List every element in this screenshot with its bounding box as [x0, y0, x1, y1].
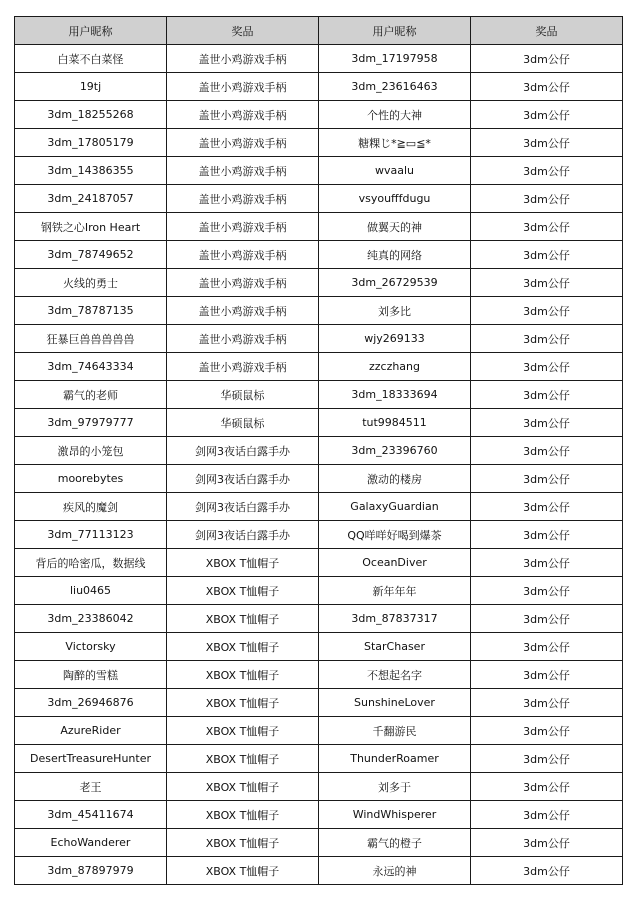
cell-nickname-left: 3dm_78749652	[15, 241, 167, 269]
cell-nickname-right: wjy269133	[319, 325, 471, 353]
cell-prize-left: XBOX T恤帽子	[167, 745, 319, 773]
cell-nickname-left: AzureRider	[15, 717, 167, 745]
cell-nickname-right: 千翻游民	[319, 717, 471, 745]
cell-nickname-right: 新年年年	[319, 577, 471, 605]
table-row	[15, 633, 623, 661]
table-row	[15, 213, 623, 241]
cell-prize-right: 3dm公仔	[471, 801, 623, 829]
table-row	[15, 577, 623, 605]
cell-nickname-left: 疾风的魔剑	[15, 493, 167, 521]
cell-prize-right: 3dm公仔	[471, 661, 623, 689]
table-row	[15, 689, 623, 717]
cell-nickname-left: 3dm_24187057	[15, 185, 167, 213]
cell-prize-right: 3dm公仔	[471, 297, 623, 325]
cell-prize-right: 3dm公仔	[471, 353, 623, 381]
cell-nickname-right: 3dm_17197958	[319, 45, 471, 73]
cell-nickname-right: zzczhang	[319, 353, 471, 381]
cell-nickname-left: 3dm_74643334	[15, 353, 167, 381]
cell-prize-left: 盖世小鸡游戏手柄	[167, 325, 319, 353]
cell-nickname-left: 霸气的老师	[15, 381, 167, 409]
cell-nickname-left: 19tj	[15, 73, 167, 101]
cell-prize-left: XBOX T恤帽子	[167, 633, 319, 661]
cell-nickname-left: 3dm_14386355	[15, 157, 167, 185]
cell-prize-left: 盖世小鸡游戏手柄	[167, 297, 319, 325]
cell-nickname-left: 狂暴巨兽兽兽兽兽	[15, 325, 167, 353]
cell-nickname-right: 做翼天的神	[319, 213, 471, 241]
header-nickname-2: 用户昵称	[319, 17, 471, 45]
cell-prize-right: 3dm公仔	[471, 521, 623, 549]
cell-nickname-right: 激动的楼房	[319, 465, 471, 493]
table-row	[15, 269, 623, 297]
cell-nickname-left: 老王	[15, 773, 167, 801]
cell-prize-right: 3dm公仔	[471, 605, 623, 633]
table-row	[15, 493, 623, 521]
table-row	[15, 801, 623, 829]
cell-prize-left: 盖世小鸡游戏手柄	[167, 45, 319, 73]
cell-nickname-left: 火线的勇士	[15, 269, 167, 297]
table-row	[15, 521, 623, 549]
cell-nickname-left: 3dm_77113123	[15, 521, 167, 549]
cell-prize-right: 3dm公仔	[471, 241, 623, 269]
cell-nickname-left: 钢铁之心Iron Heart	[15, 213, 167, 241]
cell-nickname-right: StarChaser	[319, 633, 471, 661]
cell-prize-right: 3dm公仔	[471, 829, 623, 857]
cell-nickname-left: moorebytes	[15, 465, 167, 493]
cell-nickname-right: 3dm_26729539	[319, 269, 471, 297]
cell-nickname-right: 刘多比	[319, 297, 471, 325]
cell-prize-left: XBOX T恤帽子	[167, 773, 319, 801]
cell-prize-right: 3dm公仔	[471, 577, 623, 605]
cell-prize-left: 华硕鼠标	[167, 381, 319, 409]
header-nickname-1: 用户昵称	[15, 17, 167, 45]
cell-prize-right: 3dm公仔	[471, 269, 623, 297]
cell-nickname-right: QQ咩咩好喝到爆茶	[319, 521, 471, 549]
cell-nickname-left: DesertTreasureHunter	[15, 745, 167, 773]
cell-prize-right: 3dm公仔	[471, 45, 623, 73]
cell-prize-left: 华硕鼠标	[167, 409, 319, 437]
cell-prize-right: 3dm公仔	[471, 493, 623, 521]
cell-prize-left: XBOX T恤帽子	[167, 661, 319, 689]
table-row	[15, 409, 623, 437]
cell-nickname-right: 3dm_87837317	[319, 605, 471, 633]
header-prize-2: 奖品	[471, 17, 623, 45]
table-row	[15, 773, 623, 801]
table-row	[15, 185, 623, 213]
cell-prize-right: 3dm公仔	[471, 437, 623, 465]
cell-prize-left: XBOX T恤帽子	[167, 689, 319, 717]
cell-prize-left: XBOX T恤帽子	[167, 829, 319, 857]
cell-prize-left: 盖世小鸡游戏手柄	[167, 353, 319, 381]
cell-prize-right: 3dm公仔	[471, 465, 623, 493]
cell-prize-right: 3dm公仔	[471, 73, 623, 101]
cell-nickname-right: SunshineLover	[319, 689, 471, 717]
cell-nickname-right: 不想起名字	[319, 661, 471, 689]
cell-prize-left: 剑网3夜话白露手办	[167, 465, 319, 493]
cell-prize-left: 剑网3夜话白露手办	[167, 493, 319, 521]
cell-prize-right: 3dm公仔	[471, 381, 623, 409]
cell-prize-right: 3dm公仔	[471, 633, 623, 661]
cell-nickname-left: 陶醉的雪糕	[15, 661, 167, 689]
cell-nickname-right: 永远的神	[319, 857, 471, 885]
cell-prize-left: 盖世小鸡游戏手柄	[167, 213, 319, 241]
table-row	[15, 549, 623, 577]
table-row	[15, 381, 623, 409]
table-row	[15, 45, 623, 73]
cell-nickname-right: GalaxyGuardian	[319, 493, 471, 521]
cell-prize-left: 盖世小鸡游戏手柄	[167, 185, 319, 213]
cell-nickname-left: 3dm_23386042	[15, 605, 167, 633]
cell-nickname-right: 纯真的网络	[319, 241, 471, 269]
cell-prize-left: 盖世小鸡游戏手柄	[167, 73, 319, 101]
cell-nickname-right: 3dm_18333694	[319, 381, 471, 409]
cell-nickname-right: 3dm_23396760	[319, 437, 471, 465]
table-row	[15, 73, 623, 101]
cell-nickname-right: 霸气的橙子	[319, 829, 471, 857]
cell-nickname-right: vsyoufffdugu	[319, 185, 471, 213]
cell-nickname-right: 个性的大神	[319, 101, 471, 129]
cell-nickname-right: wvaalu	[319, 157, 471, 185]
cell-nickname-left: Victorsky	[15, 633, 167, 661]
cell-nickname-left: 白菜不白菜怪	[15, 45, 167, 73]
cell-nickname-left: 背后的哈密瓜，数据线	[15, 549, 167, 577]
cell-prize-left: XBOX T恤帽子	[167, 801, 319, 829]
cell-prize-left: 剑网3夜话白露手办	[167, 521, 319, 549]
cell-nickname-left: 激昂的小笼包	[15, 437, 167, 465]
cell-prize-left: 盖世小鸡游戏手柄	[167, 241, 319, 269]
cell-prize-right: 3dm公仔	[471, 157, 623, 185]
cell-nickname-right: 3dm_23616463	[319, 73, 471, 101]
cell-prize-right: 3dm公仔	[471, 213, 623, 241]
header-row	[15, 17, 623, 45]
cell-prize-left: XBOX T恤帽子	[167, 605, 319, 633]
cell-prize-right: 3dm公仔	[471, 689, 623, 717]
cell-prize-right: 3dm公仔	[471, 745, 623, 773]
table-row	[15, 857, 623, 885]
cell-prize-right: 3dm公仔	[471, 129, 623, 157]
table-row	[15, 829, 623, 857]
cell-prize-left: 盖世小鸡游戏手柄	[167, 157, 319, 185]
table-row	[15, 353, 623, 381]
cell-prize-left: 剑网3夜话白露手办	[167, 437, 319, 465]
cell-prize-left: 盖世小鸡游戏手柄	[167, 129, 319, 157]
cell-prize-right: 3dm公仔	[471, 185, 623, 213]
cell-prize-right: 3dm公仔	[471, 101, 623, 129]
cell-prize-left: XBOX T恤帽子	[167, 857, 319, 885]
cell-prize-right: 3dm公仔	[471, 857, 623, 885]
cell-prize-right: 3dm公仔	[471, 409, 623, 437]
table-body	[15, 45, 623, 885]
table-row	[15, 745, 623, 773]
cell-nickname-left: 3dm_97979777	[15, 409, 167, 437]
cell-nickname-left: 3dm_45411674	[15, 801, 167, 829]
table-row	[15, 241, 623, 269]
table-row	[15, 717, 623, 745]
table-header	[15, 17, 623, 45]
table-row	[15, 605, 623, 633]
cell-prize-left: XBOX T恤帽子	[167, 577, 319, 605]
cell-prize-left: XBOX T恤帽子	[167, 717, 319, 745]
cell-prize-left: 盖世小鸡游戏手柄	[167, 269, 319, 297]
cell-nickname-right: WindWhisperer	[319, 801, 471, 829]
winners-table	[14, 16, 623, 885]
cell-nickname-left: liu0465	[15, 577, 167, 605]
cell-nickname-right: ThunderRoamer	[319, 745, 471, 773]
cell-nickname-left: 3dm_26946876	[15, 689, 167, 717]
table-row	[15, 129, 623, 157]
cell-nickname-right: 刘多于	[319, 773, 471, 801]
cell-nickname-right: OceanDiver	[319, 549, 471, 577]
table-row	[15, 465, 623, 493]
cell-prize-right: 3dm公仔	[471, 325, 623, 353]
cell-prize-right: 3dm公仔	[471, 717, 623, 745]
cell-nickname-right: 糖粿じ*≧▭≦*	[319, 129, 471, 157]
table-row	[15, 325, 623, 353]
cell-nickname-left: 3dm_87897979	[15, 857, 167, 885]
table-row	[15, 661, 623, 689]
table-row	[15, 297, 623, 325]
table-row	[15, 437, 623, 465]
cell-nickname-left: EchoWanderer	[15, 829, 167, 857]
cell-nickname-left: 3dm_18255268	[15, 101, 167, 129]
cell-nickname-right: tut9984511	[319, 409, 471, 437]
table-row	[15, 101, 623, 129]
header-prize-1: 奖品	[167, 17, 319, 45]
cell-prize-right: 3dm公仔	[471, 549, 623, 577]
cell-prize-left: XBOX T恤帽子	[167, 549, 319, 577]
cell-prize-right: 3dm公仔	[471, 773, 623, 801]
cell-nickname-left: 3dm_17805179	[15, 129, 167, 157]
cell-prize-left: 盖世小鸡游戏手柄	[167, 101, 319, 129]
table-row	[15, 157, 623, 185]
cell-nickname-left: 3dm_78787135	[15, 297, 167, 325]
